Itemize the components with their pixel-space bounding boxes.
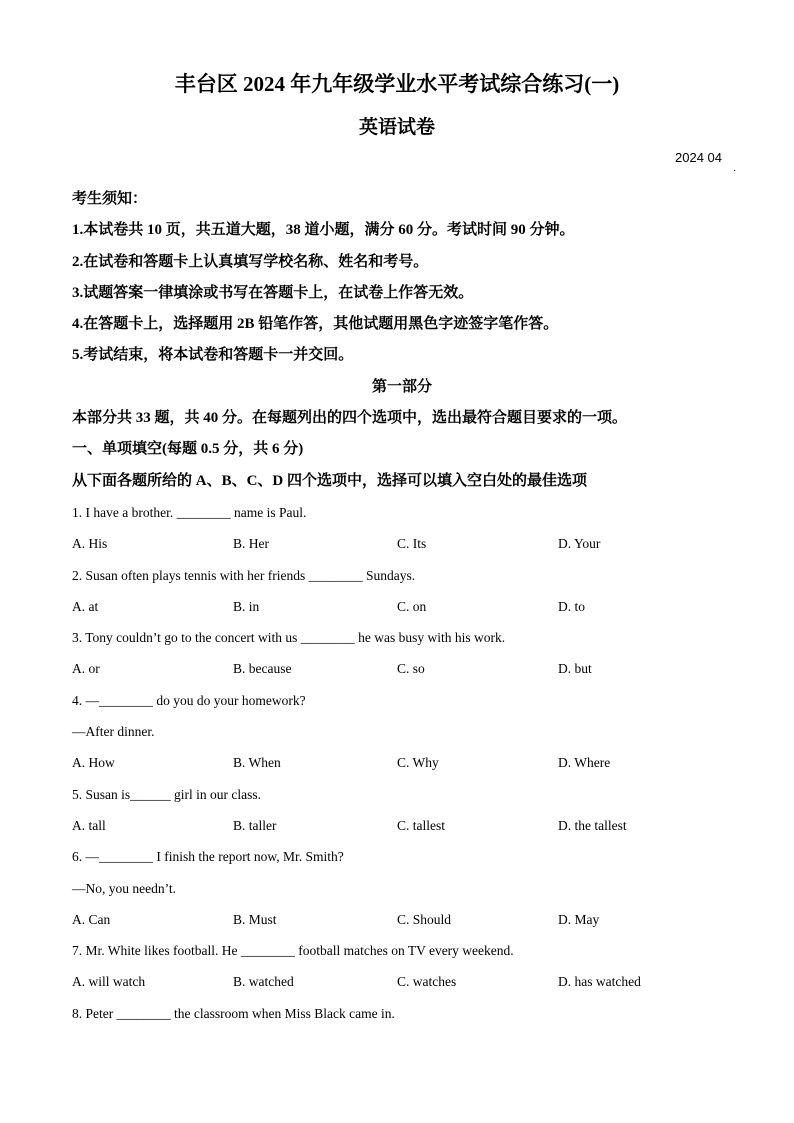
option-a: A. or bbox=[72, 661, 100, 677]
part-title: 第一部分 bbox=[371, 378, 432, 395]
question-list bbox=[72, 497, 732, 1029]
notice-item: 3.试题答案一律填涂或书写在答题卡上，在试卷上作答无效。 bbox=[72, 284, 474, 301]
option-a: A. His bbox=[72, 536, 108, 552]
option-d: D. has watched bbox=[558, 974, 641, 990]
option-b: B. watched bbox=[233, 974, 294, 990]
options-row bbox=[72, 966, 732, 997]
question-stem: 6. —________ I finish the report now, Mr. Smith? bbox=[72, 849, 344, 865]
question-stem: 2. Susan often plays tennis with her friends ________ Sundays. bbox=[72, 567, 416, 583]
option-c: C. watches bbox=[397, 974, 457, 990]
options-row bbox=[72, 653, 732, 684]
question-stem: 3. Tony couldn’t go to the concert with us ________ he was busy with his work. bbox=[72, 630, 506, 646]
question-stem: 5. Susan is______ girl in our class. bbox=[72, 786, 261, 802]
dialogue-line: —After dinner. bbox=[72, 724, 155, 740]
option-a: A. tall bbox=[72, 817, 106, 833]
option-d: D. May bbox=[558, 911, 600, 927]
option-a: A. How bbox=[72, 755, 115, 771]
options-row bbox=[72, 591, 732, 622]
option-b: B. When bbox=[233, 755, 281, 771]
notice-item: 2.在试卷和答题卡上认真填写学校名称、姓名和考号。 bbox=[72, 253, 429, 270]
dot-mark: · bbox=[733, 166, 737, 177]
options-row bbox=[72, 810, 732, 841]
notice-heading: 考生须知： bbox=[72, 191, 148, 207]
option-d: D. Where bbox=[558, 755, 611, 771]
section-heading: 一、单项填空(每题 0.5 分，共 6 分) bbox=[72, 441, 304, 458]
options-row bbox=[72, 747, 732, 778]
notice-item: 1.本试卷共 10 页，共五道大题，38 道小题，满分 60 分。考试时间 90 分钟。 bbox=[72, 222, 575, 239]
dialogue-line: —No, you needn’t. bbox=[72, 880, 176, 896]
option-b: B. taller bbox=[233, 817, 277, 833]
section-instruction: 从下面各题所给的 A、B、C、D 四个选项中，选择可以填入空白处的最佳选项 bbox=[72, 472, 588, 489]
question-stem: 7. Mr. White likes football. He ________ football matches on TV every weekend. bbox=[72, 943, 514, 959]
options-row bbox=[72, 528, 732, 559]
option-a: A. Can bbox=[72, 911, 111, 927]
notice-item: 4.在答题卡上，选择题用 2B 铅笔作答，其他试题用黑色字迹签字笔作答。 bbox=[72, 316, 559, 333]
option-c: C. tallest bbox=[397, 817, 445, 833]
document-body bbox=[72, 184, 732, 1029]
exam-date: 2024 04 bbox=[675, 150, 722, 165]
option-b: B. in bbox=[233, 598, 260, 614]
question-stem: 8. Peter ________ the classroom when Miss Black came in. bbox=[72, 1005, 395, 1021]
options-row bbox=[72, 904, 732, 935]
option-d: D. Your bbox=[558, 536, 601, 552]
option-c: C. so bbox=[397, 661, 425, 677]
option-d: D. but bbox=[558, 661, 592, 677]
option-b: B. Her bbox=[233, 536, 269, 552]
question-stem: 4. —________ do you do your homework? bbox=[72, 692, 306, 708]
option-d: D. the tallest bbox=[558, 817, 627, 833]
option-c: C. on bbox=[397, 598, 427, 614]
option-a: A. at bbox=[72, 598, 99, 614]
question-stem: 1. I have a brother. ________ name is Paul. bbox=[72, 504, 307, 520]
option-d: D. to bbox=[558, 598, 585, 614]
option-c: C. Why bbox=[397, 755, 439, 771]
exam-title: 丰台区 2024 年九年级学业水平考试综合练习(一) bbox=[174, 72, 620, 96]
notice-item: 5.考试结束，将本试卷和答题卡一并交回。 bbox=[72, 347, 354, 364]
option-a: A. will watch bbox=[72, 974, 146, 990]
option-b: B. Must bbox=[233, 911, 277, 927]
part-intro: 本部分共 33 题，共 40 分。在每题列出的四个选项中，选出最符合题目要求的一项。 bbox=[72, 410, 628, 427]
option-c: C. Its bbox=[397, 536, 427, 552]
option-c: C. Should bbox=[397, 911, 452, 927]
exam-subtitle: 英语试卷 bbox=[358, 117, 435, 138]
option-b: B. because bbox=[233, 661, 292, 677]
